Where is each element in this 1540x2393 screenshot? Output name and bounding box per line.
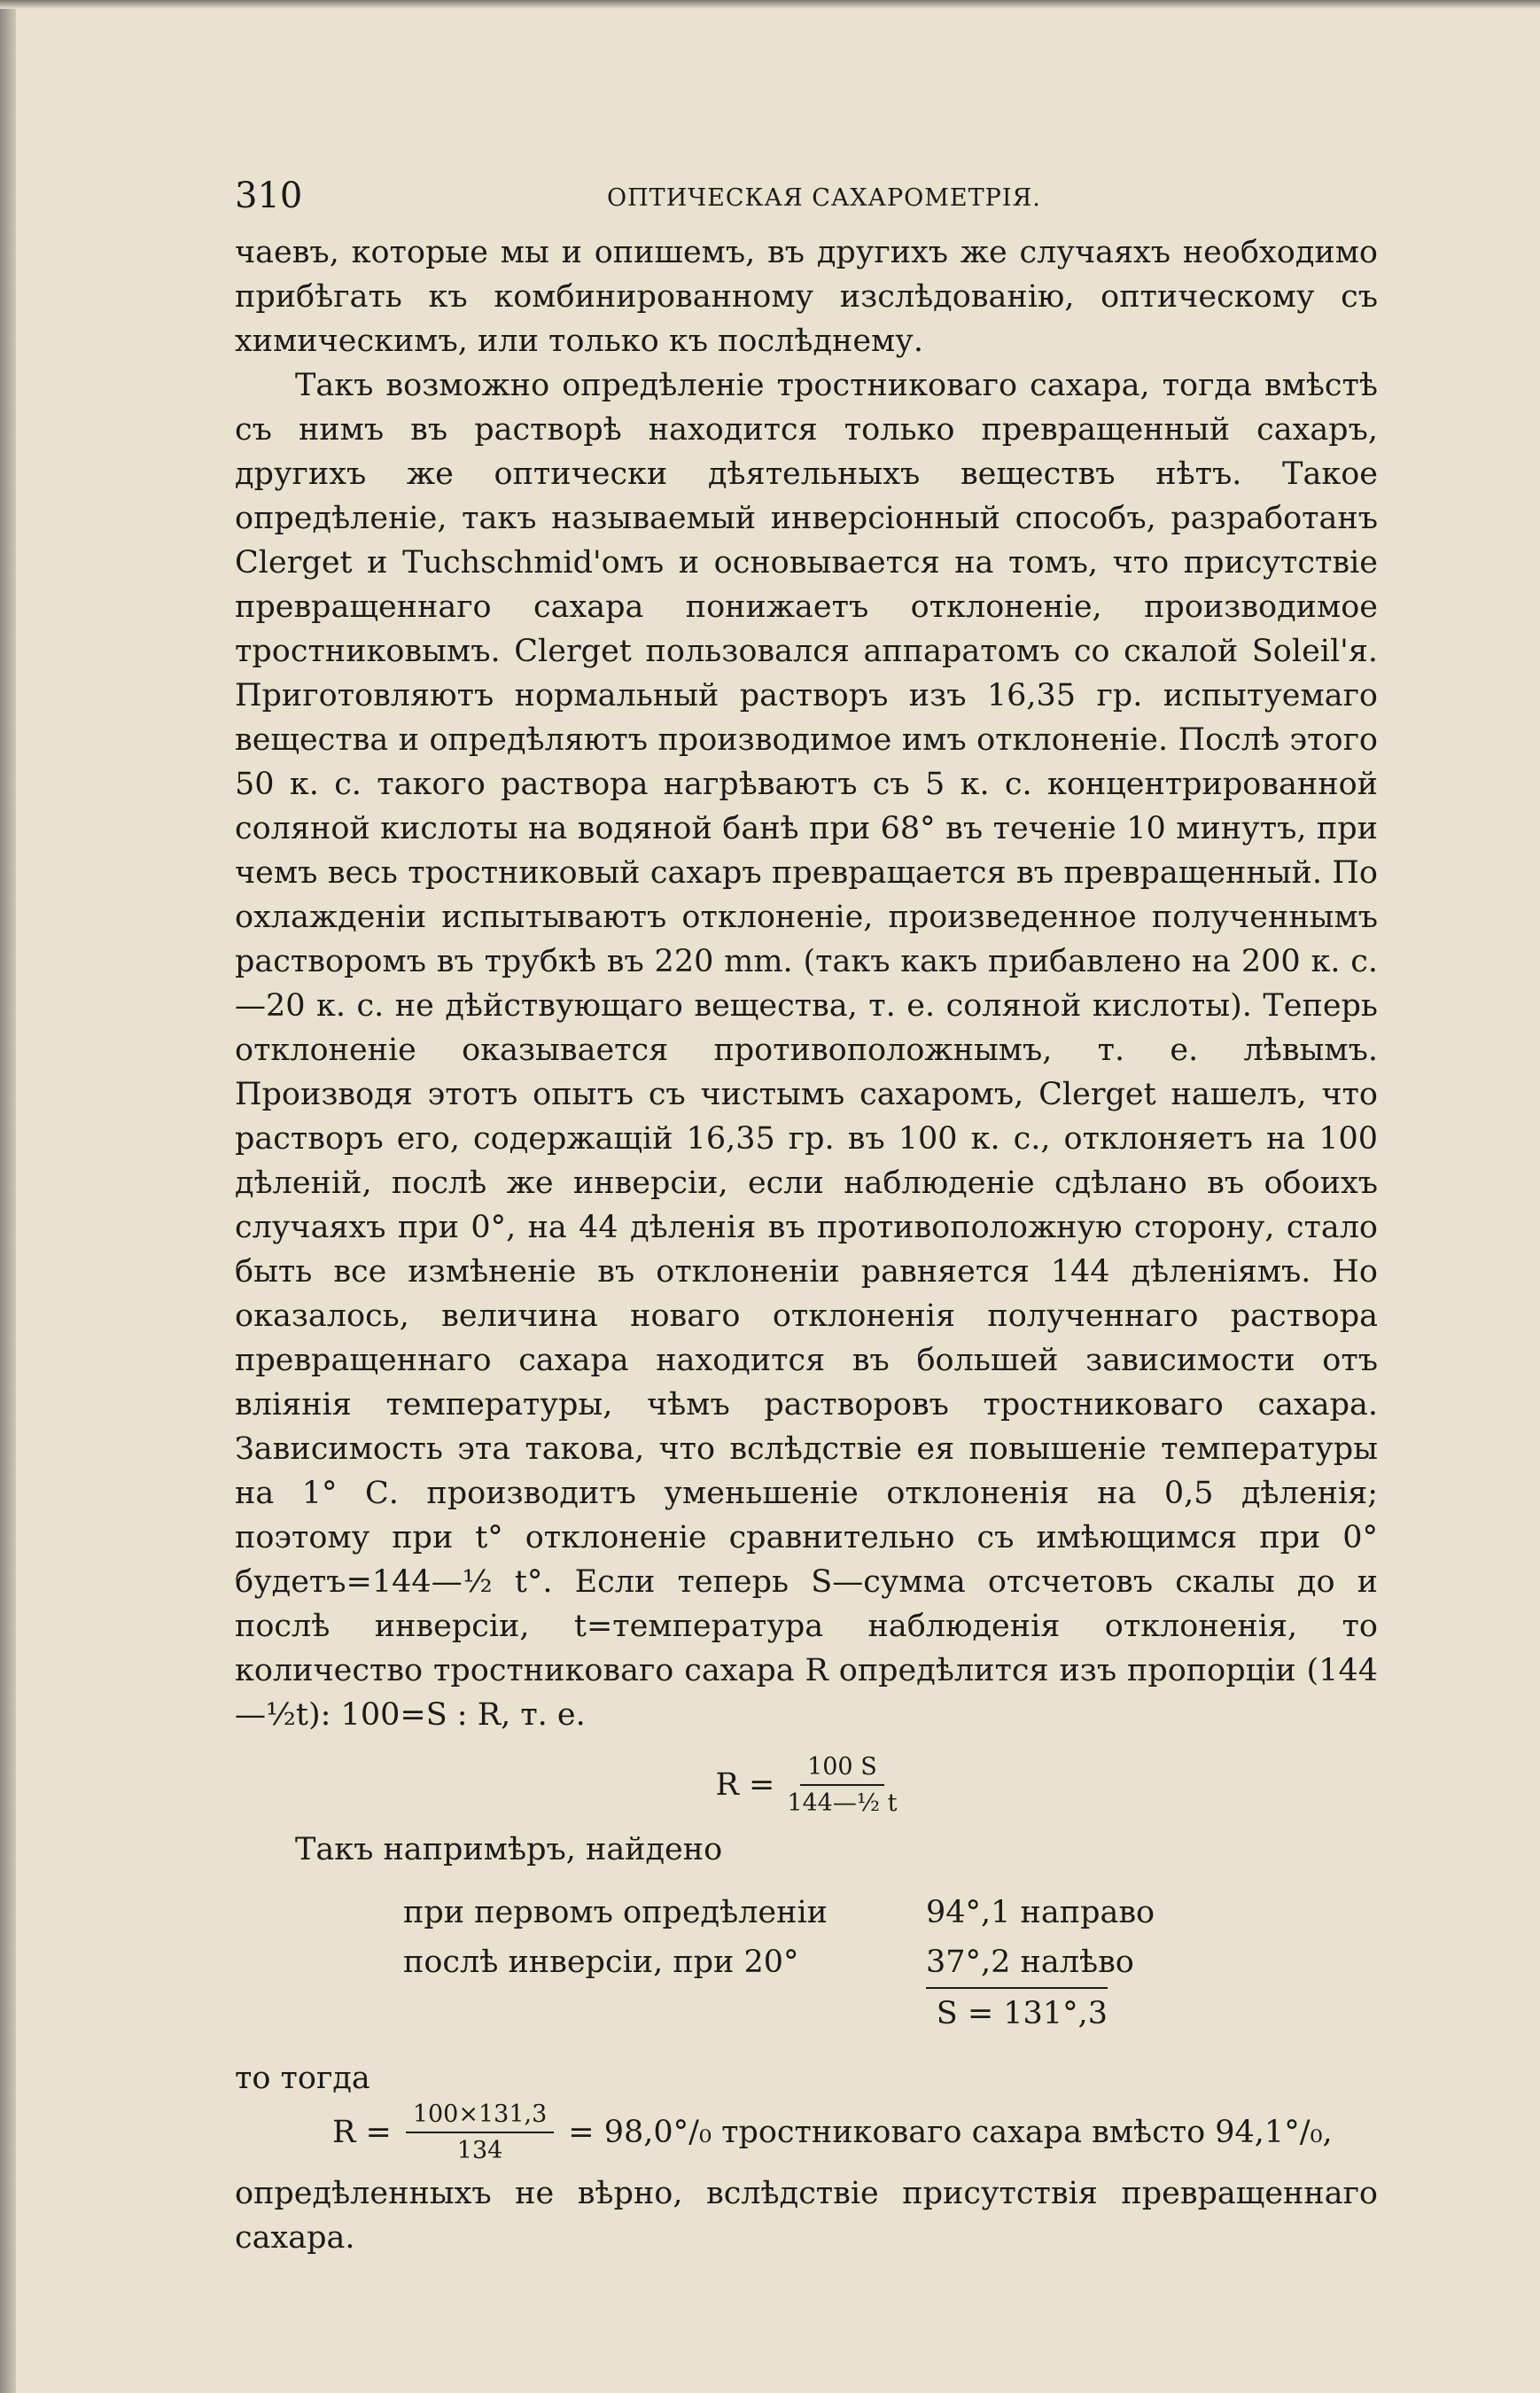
running-title: ОПТИЧЕСКАЯ САХАРОМЕТРІЯ. (607, 184, 1041, 212)
running-head (235, 160, 1378, 230)
example-sum: S = 131°,3 (926, 1987, 1108, 2038)
example-row-label: при первомъ опредѣленіи (403, 1895, 828, 1930)
formula-result (332, 2101, 1378, 2164)
example-sum-row (403, 1987, 1378, 2038)
example-row (403, 1937, 1378, 1987)
example-row-label: послѣ инверсіи, при 20° (403, 1945, 799, 1980)
formula-denominator: 144—½ t (787, 1789, 898, 1817)
formula-lhs: R = (715, 1767, 775, 1803)
formula-result-denominator: 134 (456, 2137, 503, 2164)
example-intro: Такъ напримѣръ, найдено (295, 1832, 723, 1867)
formula-result-fraction (406, 2101, 554, 2164)
example-row-value: 94°,1 направо (926, 1895, 1155, 1930)
scan-top-edge (0, 0, 1540, 9)
example-table (403, 1888, 1378, 2038)
example-row-value: 37°,2 налѣво (926, 1945, 1134, 1980)
paragraph-continuation: чаевъ, которые мы и опишемъ, въ другихъ же случаяхъ необходимо прибѣгать къ комбинированному изслѣдованію, оптическому съ химическимъ, или только къ послѣднему. (235, 235, 1378, 359)
paragraph-inversion-method: Такъ возможно опредѣленіе тростниковаго сахара, тогда вмѣстѣ съ нимъ въ растворѣ находится только превращенный сахаръ, другихъ же оптически дѣятельныхъ веществъ нѣтъ. Такое опредѣленіе, такъ называемый инверсіонный способъ, разработанъ Clerget и Tuchschmid'омъ и основывается на томъ, что присутствіе превращеннаго сахара понижаетъ отклоненіе, производимое тростниковымъ. Clerget пользовался аппаратомъ со скалой Soleil'я. Приготовляютъ нормальный растворъ изъ 16,35 гр. испытуемаго вещества и опредѣляютъ производимое имъ отклоненіе. Послѣ этого 50 к. с. такого раствора нагрѣваютъ съ 5 к. с. концентрированной соляной кислоты на водяной банѣ при 68° въ теченіе 10 минутъ, при чемъ весь тростниковый сахаръ превращается въ превращенный. По охлажденіи испытываютъ отклоненіе, произведенное полученнымъ растворомъ въ трубкѣ въ 220 mm. (такъ какъ прибавлено на 200 к. с.—20 к. с. не дѣйствующаго вещества, т. е. соляной кислоты). Теперь отклоненіе оказывается противоположнымъ, т. е. лѣвымъ. Производя этотъ опытъ съ чистымъ сахаромъ, Clerget нашелъ, что растворъ его, содержащій 16,35 гр. въ 100 к. с., отклоняетъ на 100 дѣленій, послѣ же инверсіи, если наблюденіе сдѣлано въ обоихъ случаяхъ при 0°, на 44 дѣленія въ противоположную сторону, стало быть все измѣненіе въ отклоненіи равняется 144 дѣленіямъ. Но оказалось, величина новаго отклоненія полученнаго раствора превращеннаго сахара находится въ большей зависимости отъ вліянія температуры, чѣмъ растворовъ тростниковаго сахара. Зависимость эта такова, что вслѣдствіе ея повышеніе температуры на 1° С. производитъ уменьшеніе отклоненія на 0,5 дѣленія; поэтому при t° отклоненіе сравнительно съ имѣющимся при 0° будетъ=144—½ t°. Если теперь S—сумма отсчетовъ скалы до и послѣ инверсіи, t=температура наблюденія отклоненія, то количество тростниковаго сахара R опредѣлится изъ пропорціи (144—½t): 100=S : R, т. е. (235, 368, 1378, 1733)
formula-numerator: 100 S (800, 1753, 884, 1786)
then-label: то тогда (235, 2061, 370, 2096)
formula-result-lhs: R = (332, 2115, 392, 2150)
paragraph-closing: опредѣленныхъ не вѣрно, вслѣдствіе присутствія превращеннаго сахара. (235, 2176, 1378, 2256)
formula-fraction (787, 1753, 897, 1817)
book-page (235, 160, 1378, 2260)
example-row (403, 1888, 1378, 1937)
formula-result-rhs: = 98,0°/₀ тростниковаго сахара вмѣсто 94,1°/₀, (568, 2115, 1333, 2150)
formula-result-numerator: 100×131,3 (406, 2101, 554, 2133)
formula-r (235, 1753, 1378, 1817)
page-number: 310 (235, 175, 303, 216)
scan-edge (0, 0, 16, 2393)
